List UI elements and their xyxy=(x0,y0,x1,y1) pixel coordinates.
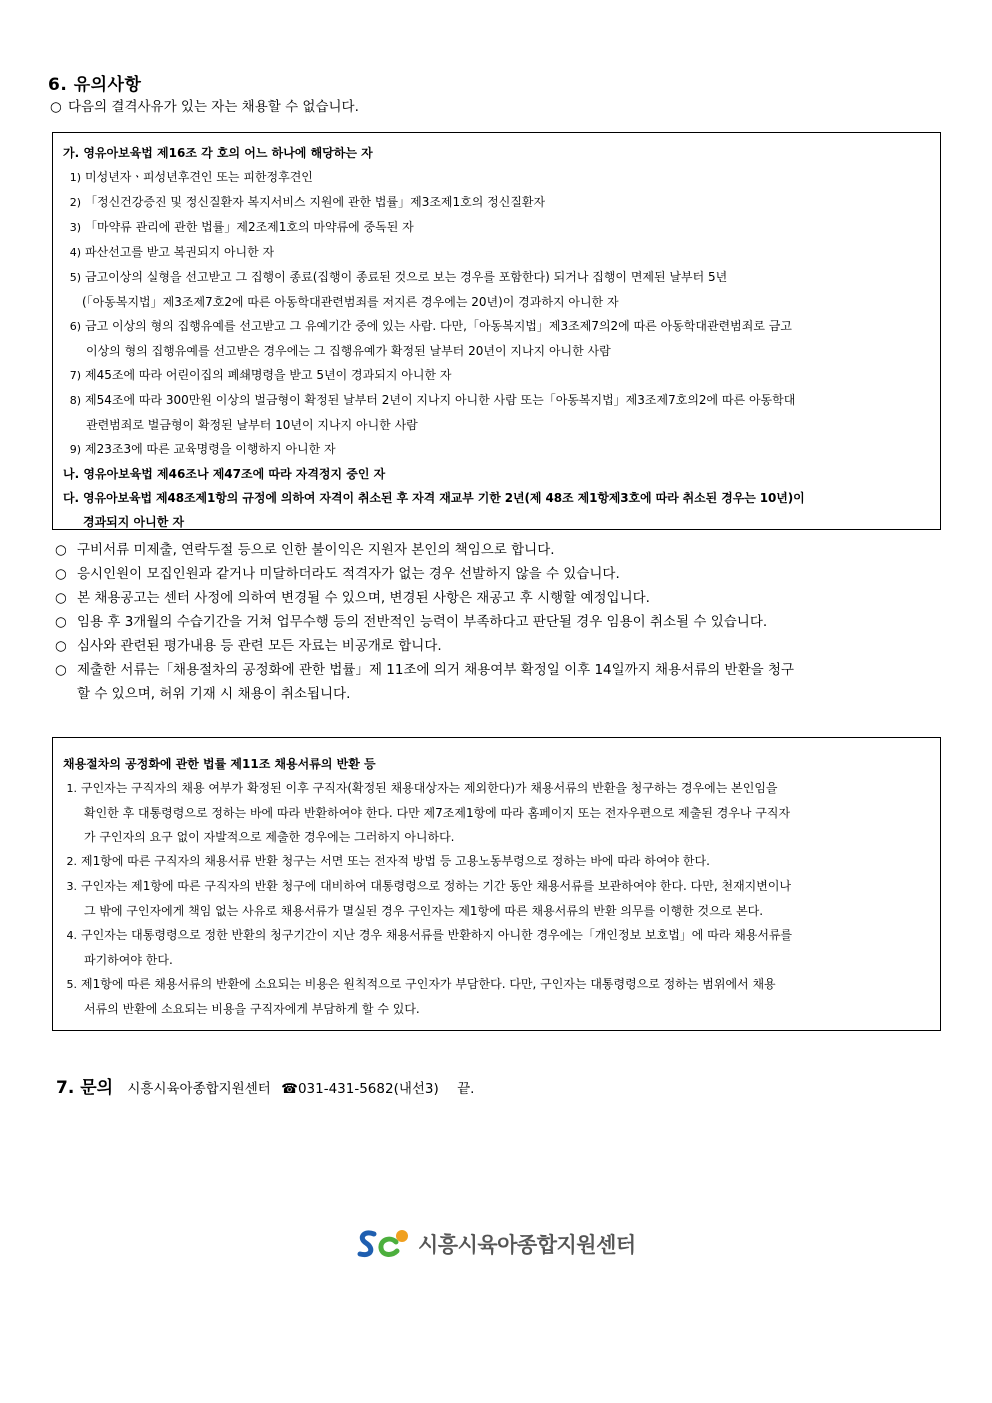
legal-item-cont xyxy=(63,825,930,849)
note-text: 임용 후 3개월의 수습기간을 거쳐 업무수행 등의 전반적인 능력이 부족하다고 판단될 경우 임용이 취소될 수 있습니다. xyxy=(77,614,768,630)
note-text: 할 수 있으며, 허위 기재 시 채용이 취소됩니다. xyxy=(77,686,351,702)
item-number: 4) xyxy=(69,246,81,259)
section-6-title: 6. 유의사항 xyxy=(48,75,142,95)
disqualification-item xyxy=(63,388,930,413)
legal-item-cont xyxy=(63,801,930,825)
logo-text: 시흥시육아종합지원센터 xyxy=(418,1233,636,1257)
disqualification-item xyxy=(63,215,930,240)
item-text: 금고 이상의 형의 집행유예를 선고받고 그 유예기간 중에 있는 사람. 다만,「아동복지법」제3조제7의2에 따른 아동학대관련범죄로 금고 xyxy=(85,319,792,333)
center-logo xyxy=(356,1224,636,1264)
circle-bullet-icon: ○ xyxy=(55,662,67,678)
item-number: 1) xyxy=(69,171,81,184)
item-number: 3) xyxy=(69,221,81,234)
section-7-title: 7. 문의 xyxy=(56,1078,114,1098)
item-text: 확인한 후 대통령령으로 정하는 바에 따라 반환하여야 한다. 다만 제7조제1항에 따라 홈페이지 또는 전자우편으로 제출된 경우나 구직자 xyxy=(84,806,791,820)
item-number: 5) xyxy=(69,271,81,284)
circle-bullet-icon: ○ xyxy=(55,542,67,558)
item-text: 구인자는 구직자의 채용 여부가 확정된 이후 구직자(확정된 채용대상자는 제외한다)가 채용서류의 반환을 청구하는 경우에는 본인임을 xyxy=(81,781,778,795)
item-text: 구인자는 제1항에 따른 구직자의 반환 청구에 대비하여 대통령령으로 정하는 기간 동안 채용서류를 보관하여야 한다. 다만, 천재지변이나 xyxy=(81,879,792,893)
legal-item xyxy=(63,874,930,899)
item-number: 8) xyxy=(69,394,81,407)
item-number: 5. xyxy=(66,978,77,991)
heading-da: 다. 영유아보육법 제48조제1항의 규정에 의하여 자격이 취소된 후 자격 재교부 기한 2년(제 48조 제1항제3호에 따라 취소된 경우는 10년)이 xyxy=(63,491,805,505)
item-text: 서류의 반환에 소요되는 비용을 구직자에게 부담하게 할 수 있다. xyxy=(84,1002,420,1016)
item-text: 그 밖에 구인자에게 책임 없는 사유로 채용서류가 멸실된 경우 구인자는 제1항에 따른 채용서류의 반환 의무를 이행한 것으로 본다. xyxy=(84,904,764,918)
item-text: 「정신건강증진 및 정신질환자 복지서비스 지원에 관한 법률」제3조제1호의 정신질환자 xyxy=(85,195,546,209)
legal-heading: 채용절차의 공정화에 관한 법률 제11조 채용서류의 반환 등 xyxy=(63,757,376,771)
legal-item xyxy=(63,849,930,874)
item-number: 2) xyxy=(69,196,81,209)
item-text: 제45조에 따라 어린이집의 폐쇄명령을 받고 5년이 경과되지 아니한 자 xyxy=(85,368,452,382)
disqualification-list xyxy=(63,165,930,462)
circle-bullet-icon: ○ xyxy=(55,614,67,630)
note-item-cont xyxy=(55,682,935,706)
legal-box xyxy=(52,737,941,1031)
item-text: 가 구인자의 요구 없이 자발적으로 제출한 경우에는 그러하지 아니하다. xyxy=(84,830,455,844)
item-text: 파기하여야 한다. xyxy=(84,953,173,967)
section-6-intro xyxy=(50,97,359,117)
item-text: 파산선고를 받고 복권되지 아니한 자 xyxy=(85,245,275,259)
note-item xyxy=(55,658,935,682)
legal-list xyxy=(63,776,930,1021)
item-number: 2. xyxy=(66,855,77,868)
item-text: (「아동복지법」제3조제7호2에 따른 아동학대관련범죄를 저지른 경우에는 20년)이 경과하지 아니한 자 xyxy=(82,295,619,309)
item-number: 7) xyxy=(69,369,81,382)
item-text: 금고이상의 실형을 선고받고 그 집행이 종료(집행이 종료된 것으로 보는 경우를 포함한다) 되거나 집행이 면제된 날부터 5년 xyxy=(85,270,728,284)
end-mark: 끝. xyxy=(457,1081,475,1097)
circle-bullet-icon: ○ xyxy=(55,638,67,654)
note-item xyxy=(55,634,935,658)
contact-line xyxy=(56,1075,474,1102)
note-text: 제출한 서류는「채용절차의 공정화에 관한 법률」제 11조에 의거 채용여부 확정일 이후 14일까지 채용서류의 반환을 청구 xyxy=(77,662,795,678)
intro-text: 다음의 결격사유가 있는 자는 채용할 수 없습니다. xyxy=(68,99,359,115)
circle-bullet-icon: ○ xyxy=(55,566,67,582)
circle-bullet-icon: ○ xyxy=(50,99,62,115)
item-number: 4. xyxy=(66,929,77,942)
disqualification-item-cont xyxy=(63,339,930,363)
heading-ga: 가. 영유아보육법 제16조 각 호의 어느 하나에 해당하는 자 xyxy=(63,146,373,160)
note-text: 응시인원이 모집인원과 같거나 미달하더라도 적격자가 없는 경우 선발하지 않을 수 있습니다. xyxy=(77,566,620,582)
contact-phone: 031-431-5682(내선3) xyxy=(297,1081,439,1097)
legal-item xyxy=(63,923,930,948)
item-number: 9) xyxy=(69,443,81,456)
logo-mark-icon xyxy=(356,1224,414,1264)
note-item xyxy=(55,562,935,586)
disqualification-item xyxy=(63,240,930,265)
contact-org: 시흥시육아종합지원센터 xyxy=(127,1081,271,1097)
item-text: 제54조에 따라 300만원 이상의 벌금형이 확정된 날부터 2년이 지나지 아니한 사람 또는「아동복지법」제3조제7호의2에 따른 아동학대 xyxy=(85,393,796,407)
note-item xyxy=(55,610,935,634)
note-text: 본 채용공고는 센터 사정에 의하여 변경될 수 있으며, 변경된 사항은 재공고 후 시행할 예정입니다. xyxy=(77,590,650,606)
item-text: 제1항에 따른 구직자의 채용서류 반환 청구는 서면 또는 전자적 방법 등 고용노동부령으로 정하는 바에 따라 하여야 한다. xyxy=(81,854,710,868)
item-text: 구인자는 대통령령으로 정한 반환의 청구기간이 지난 경우 채용서류를 반환하지 아니한 경우에는「개인정보 보호법」에 따라 채용서류를 xyxy=(81,928,793,942)
disqualification-item xyxy=(63,314,930,339)
phone-icon: ☎ xyxy=(281,1081,298,1097)
disqualification-item-cont xyxy=(63,413,930,437)
item-text: 이상의 형의 집행유예를 선고받은 경우에는 그 집행유예가 확정된 날부터 20년이 지나지 아니한 사람 xyxy=(86,344,611,358)
disqualification-item-cont xyxy=(63,290,930,314)
disqualification-item xyxy=(63,190,930,215)
item-text: 「마약류 관리에 관한 법률」제2조제1호의 마약류에 중독된 자 xyxy=(85,220,414,234)
legal-item xyxy=(63,776,930,801)
note-item xyxy=(55,586,935,610)
item-number: 3. xyxy=(66,880,77,893)
heading-na: 나. 영유아보육법 제46조나 제47조에 따라 자격정지 중인 자 xyxy=(63,467,386,481)
disqualification-item xyxy=(63,165,930,190)
note-text: 심사와 관련된 평가내용 등 관련 모든 자료는 비공개로 합니다. xyxy=(77,638,442,654)
item-number: 6) xyxy=(69,320,81,333)
notes-list xyxy=(55,538,935,706)
disqualification-item xyxy=(63,437,930,462)
legal-item-cont xyxy=(63,899,930,923)
item-text: 제23조3에 따른 교육명령을 이행하지 아니한 자 xyxy=(85,442,336,456)
item-number: 1. xyxy=(66,782,77,795)
disqualification-item xyxy=(63,363,930,388)
item-text: 제1항에 따른 채용서류의 반환에 소요되는 비용은 원칙적으로 구인자가 부담한다. 다만, 구인자는 대통령령으로 정하는 범위에서 채용 xyxy=(81,977,776,991)
legal-item-cont xyxy=(63,948,930,972)
heading-da-cont: 경과되지 아니한 자 xyxy=(83,515,185,529)
legal-item-cont xyxy=(63,997,930,1021)
legal-item xyxy=(63,972,930,997)
item-text: 미성년자ㆍ피성년후견인 또는 피한정후견인 xyxy=(85,170,313,184)
circle-bullet-icon: ○ xyxy=(55,590,67,606)
note-item xyxy=(55,538,935,562)
disqualification-box xyxy=(52,132,941,530)
item-text: 관련범죄로 벌금형이 확정된 날부터 10년이 지나지 아니한 사람 xyxy=(86,418,418,432)
disqualification-item xyxy=(63,265,930,290)
note-text: 구비서류 미제출, 연락두절 등으로 인한 불이익은 지원자 본인의 책임으로 합니다. xyxy=(77,542,555,558)
